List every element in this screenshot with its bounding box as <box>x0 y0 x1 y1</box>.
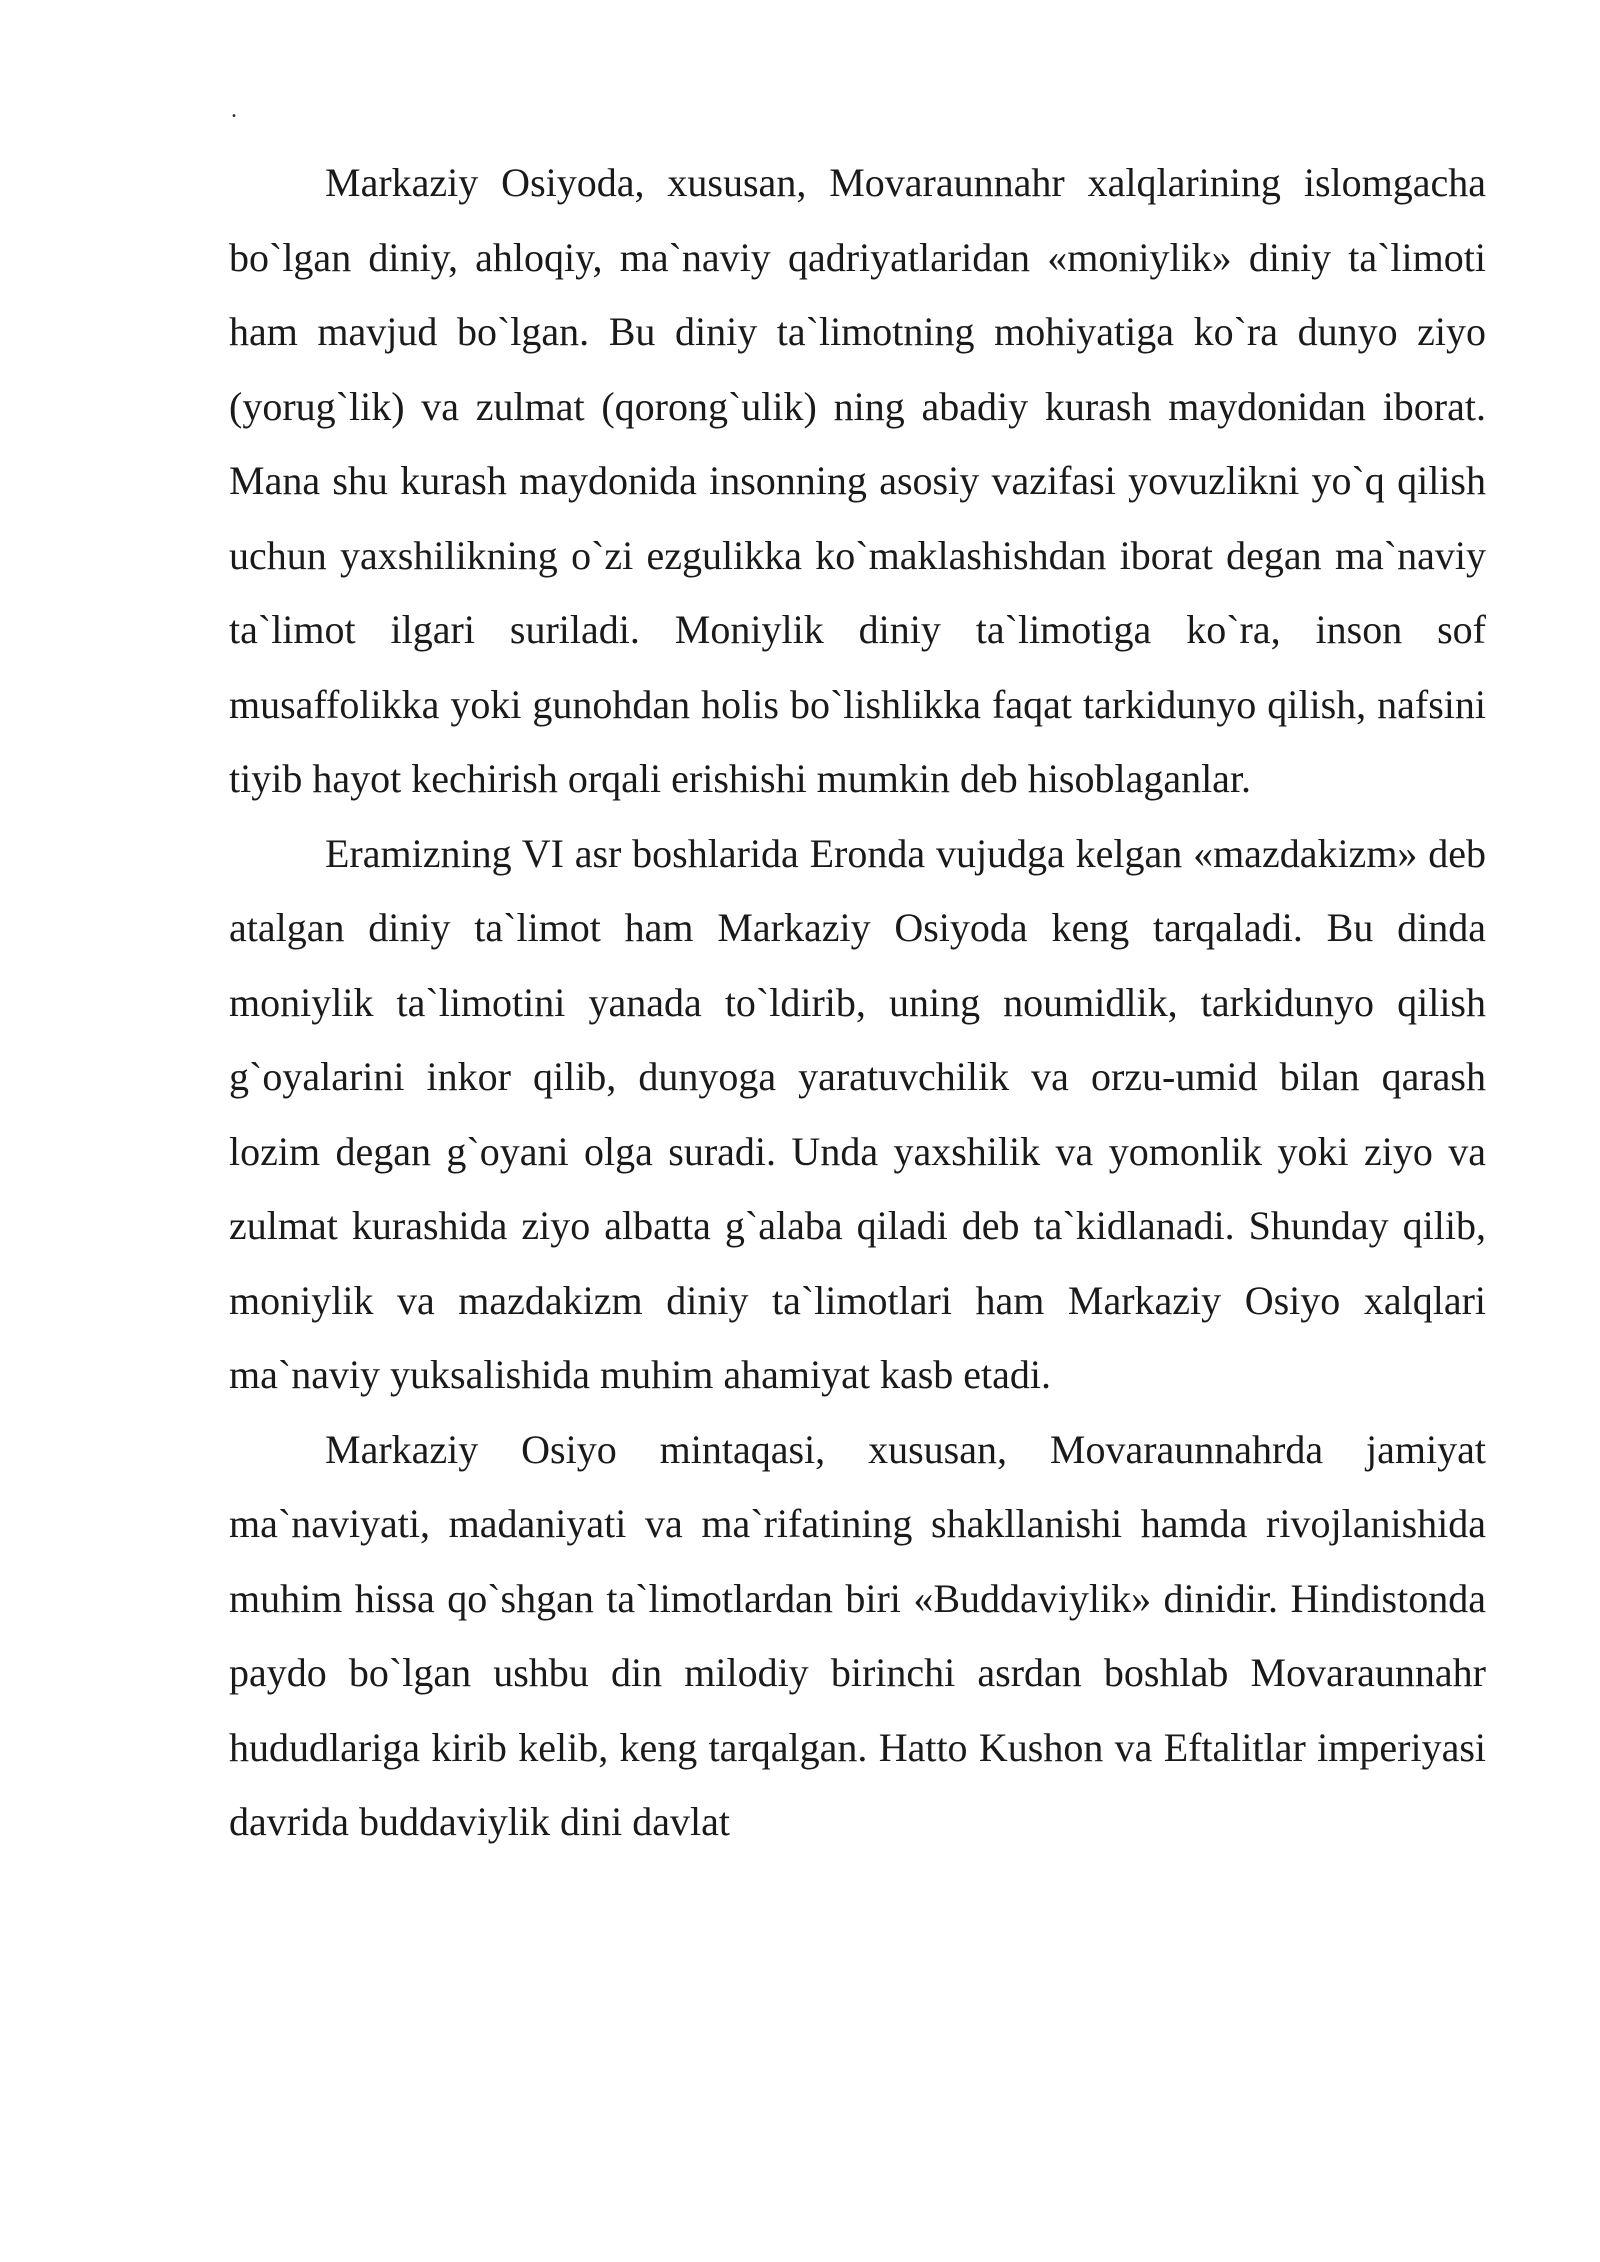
page-mark: . <box>231 97 237 123</box>
paragraph-mazdakizm: Eramizning VI asr boshlarida Eronda vujudga kelgan «mazdakizm» deb atalgan diniy ta`limot ham Markaziy Osiyoda keng tarqaladi. Bu dinda moniylik ta`limotini yanada to`ldirib, uning noumidlik, tarkidunyo qilish g`oyalarini inkor qilib, dunyoga yaratuvchilik va orzu-umid bilan qarash lozim degan g`oyani olga suradi. Unda yaxshilik va yomonlik yoki ziyo va zulmat kurashida ziyo albatta g`alaba qiladi deb ta`kidlanadi. Shunday qilib, moniylik va mazdakizm diniy ta`limotlari ham Markaziy Osiyo xalqlari ma`naviy yuksalishida muhim ahamiyat kasb etadi. <box>229 830 1486 1397</box>
document-body <box>229 146 1486 1860</box>
paragraph-buddaviylik: Markaziy Osiyo mintaqasi, xususan, Movaraunnahrda jamiyat ma`naviyati, madaniyati va ma`rifatining shakllanishi hamda rivojlanishida muhim hissa qo`shgan ta`limotlardan biri «Buddaviylik» dinidir. Hindistonda paydo bo`lgan ushbu din milodiy birinchi asrdan boshlab Movaraunnahr hududlariga kirib kelib, keng tarqalgan. Hatto Kushon va Eftalitlar imperiyasi davrida buddaviylik dini davlat <box>229 1426 1486 1844</box>
paragraph-moniylik: Markaziy Osiyoda, xususan, Movaraunnahr xalqlarining islomgacha bo`lgan diniy, ahloqiy, ma`naviy qadriyatlaridan «moniylik» diniy ta`limoti ham mavjud bo`lgan. Bu diniy ta`limotning mohiyatiga ko`ra dunyo ziyo (yorug`lik) va zulmat (qorong`ulik) ning abadiy kurash maydonidan iborat. Mana shu kurash maydonida insonning asosiy vazifasi yovuzlikni yo`q qilish uchun yaxshilikning o`zi ezgulikka ko`maklashishdan iborat degan ma`naviy ta`limot ilgari suriladi. Moniylik diniy ta`limotiga ko`ra, inson sof musaffolikka yoki gunohdan holis bo`lishlikka faqat tarkidunyo qilish, nafsini tiyib hayot kechirish orqali erishishi mumkin deb hisoblaganlar. <box>229 160 1486 801</box>
